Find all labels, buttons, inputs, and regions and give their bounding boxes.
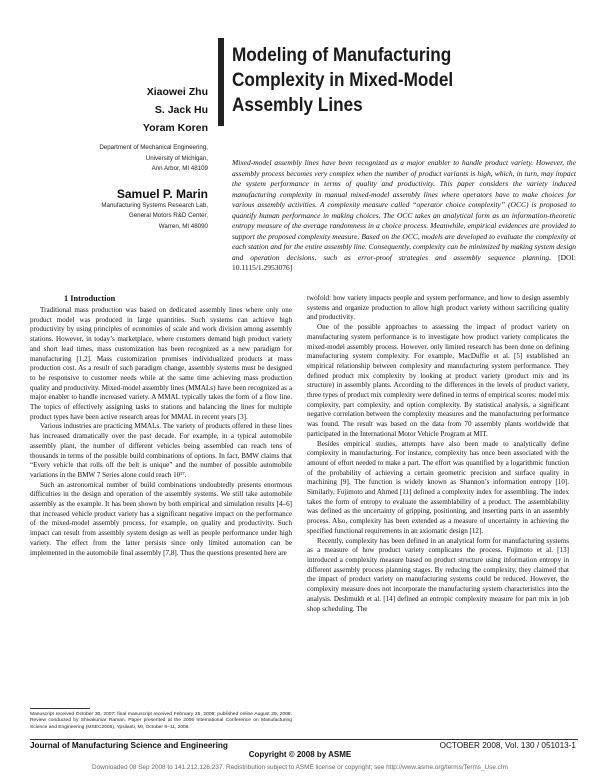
title-line: Modeling of Manufacturing xyxy=(232,44,452,66)
affiliation-line: Ann Arbor, MI 48109 xyxy=(151,165,208,172)
affiliation-line: General Motors R&D Center, xyxy=(128,212,208,219)
journal-issue: OCTOBER 2008, Vol. 130 / 051013-1 xyxy=(439,741,576,750)
author-name: Samuel P. Marin xyxy=(116,186,208,201)
author-name: Yoram Koren xyxy=(142,122,208,134)
footnote: Manuscript received October 30, 2007; final manuscript received February 25, 2008; published online August 29, 2008. Review conducted by Shivakumar Raman. Paper presented at the 2006 International Conference on Manufacturing Science and Engineering (MSEC2006), Ypsilanti, MI, October 8–11, 2006. xyxy=(30,712,292,730)
copyright-notice: Copyright © 2008 by ASME xyxy=(248,750,352,759)
author-name: S. Jack Hu xyxy=(154,104,208,116)
paragraph: Besides empirical studies, attempts have also been made to analytically define complexity in manufacturing. For instance, complexity has once been associated with the amount of effort needed to make a part. The effort was quantified by a logarithmic function of the probability of achieving a certain geometric precision and surface quality in machining [9]. The function is widely known as Shannon’s information entropy [10]. Similarly, Fujimoto and Ahmed [11] defined a complexity index for assembling. The index takes the form of entropy to evaluate the assemblability of a product. The assemblability was defined as the uncertainty of gripping, positioning, and inserting parts in an assembly process. Also, complexity has been extended as a measure of uncertainty in achieving the specified functional requirements in an axiomatic design [12]. xyxy=(307,439,569,535)
paragraph: Traditional mass production was based on dedicated assembly lines where only one product model was produced in large quantities. Such systems can achieve high productivity by using principles of economies of scale and work division among assembly stations. However, in today’s marketplace, where customers demand high product variety and short lead times, mass customization has been recognized as a new paradigm for manufacturing [1,2]. Mass customization promises individualized products at mass production cost. As a result of such paradigm change, assembly systems must be designed to be responsive to customer needs while at the same time achieving mass production quality and productivity. Mixed-model assembly lines (MMALs) have been recognized as a major enabler to handle increased variety. A MMAL typically takes the form of a flow line. The topics of effectively assigning tasks to stations and balancing the lines for multiple product types have been active research areas for MMAL in recent years [3]. xyxy=(30,306,292,421)
paragraph: Various industries are practicing MMALs. The variety of products offered in these lines has increased dramatically over the past decade. For example, in a typical automobile assembly plant, the number of different vehicles being assembled can reach tens of thousands in terms of the possible build combinations of options. In fact, BMW claims that “Every vehicle that rolls off the belt is unique” and the number of possible automobile variations in the BMW 7 Series alone could reach 10¹⁷. xyxy=(30,422,292,479)
affiliation-line: Department of Mechanical Engineering, xyxy=(99,144,208,151)
abstract xyxy=(232,158,576,274)
download-notice: Downloaded 08 Sep 2008 to 141.212.126.237. Redistribution subject to ASME license or copyright; see http://www.asme.org/terms/Terms_Use.cfm xyxy=(92,764,508,771)
section-heading: 1 Introduction xyxy=(64,294,116,303)
affiliation-line: University of Michigan, xyxy=(145,154,208,162)
paragraph: twofold: how variety impacts people and system performance, and how to design assembly systems and organize production to allow high product variety without sacrificing quality and productivity. xyxy=(307,294,569,322)
affiliation-line: Manufacturing Systems Research Lab, xyxy=(101,201,208,209)
paper-title xyxy=(232,43,531,118)
paragraph: One of the possible approaches to assessing the impact of product variety on manufacturing system performance is to investigate how product variety complicates the mixed-model assembly process. However, only limited research has been done on defining manufacturing system complexity. For example, MacDuffie et al. [5] established an empirical relationship between complexity and manufacturing system performance. They defined product mix complexity by looking at product variety (product mix and its structure) in assembly plants. According to the differences in the levels of product variety, three types of product mix complexity were defined in terms of empirical scores: model mix complexity, part complexity, and option complexity. By statistical analysis, a significant negative correlation between the complexity measures and the manufacturing performance was found. The result was based on the data from 70 assembly plants worldwide that participated in the International Motor Vehicle Program at MIT. xyxy=(307,323,569,438)
paragraph: Recently, complexity has been defined in an analytical form for manufacturing systems as a measure of how product variety complicates the process. Fujimoto et al. [13] introduced a complexity measure based on product structure using information entropy in different assembly process planning stages. By reducing the complexity, they claimed that the impact of product variety on manufacturing systems could be reduced. However, the complexity measure does not incorporate the manufacturing system characteristics into the analysis. Deshmukh et al. [14] defined an entropic complexity measure for part mix in job shop scheduling. The xyxy=(307,536,569,613)
affiliation xyxy=(30,201,208,233)
right-column xyxy=(307,294,569,614)
author-name: Xiaowei Zhu xyxy=(146,86,208,98)
affiliation-line: Warren, MI 48090 xyxy=(158,222,208,230)
abstract-text: Mixed-model assembly lines have been recognized as a major enabler to handle product variety. However, the assembly process becomes very complex when the number of product variants is high, which, in turn, may impact the system performance in terms of quality and productivity. This paper considers the variety induced manufacturing complexity in manual mixed-model assembly lines where operators have to make choices for various assembly activities. A complexity measure called “operator choice complexity” (OCC) is proposed to quantify human performance in making choices. The OCC takes an analytical form as an information-theoretic entropy measure of the average randomness in a choice process. Meanwhile, empirical evidences are provided to support the proposed complexity measure. Based on the OCC, models are developed to evaluate the complexity at each station and for the entire assembly line. Consequently, complexity can be minimized by making system design and operation decisions, such as error-proof strategies and assembly sequence planning. xyxy=(232,158,576,262)
title-line: Complexity in Mixed-Model xyxy=(232,69,454,91)
author-block xyxy=(30,83,208,232)
footer-rule xyxy=(30,739,578,740)
affiliation xyxy=(30,143,208,175)
title-accent-bar xyxy=(218,38,224,126)
paragraph: Such an astronomical number of build combinations undoubtedly presents enormous difficulties in the design and operation of the assembly systems. We still take automobile assembly as the example. It has been shown by both empirical and simulation results [4–6] that increased vehicle product variety has a significant negative impact on the performance of the mixed-model assembly process, for example, on quality and productivity. Such impact can result from assembly system design as well as people performance under high variety. The effect from the latter persists since only limited automation can be implemented in the automobile final assembly [7,8]. Thus the questions presented here are xyxy=(30,480,292,557)
title-line: Assembly Lines xyxy=(232,94,363,116)
journal-name: Journal of Manufacturing Science and Engineering xyxy=(30,741,228,750)
footnote-rule xyxy=(30,708,90,709)
left-column xyxy=(30,306,292,558)
doi-reference: [DOI: 10.1115/1.2953076] xyxy=(232,252,577,273)
